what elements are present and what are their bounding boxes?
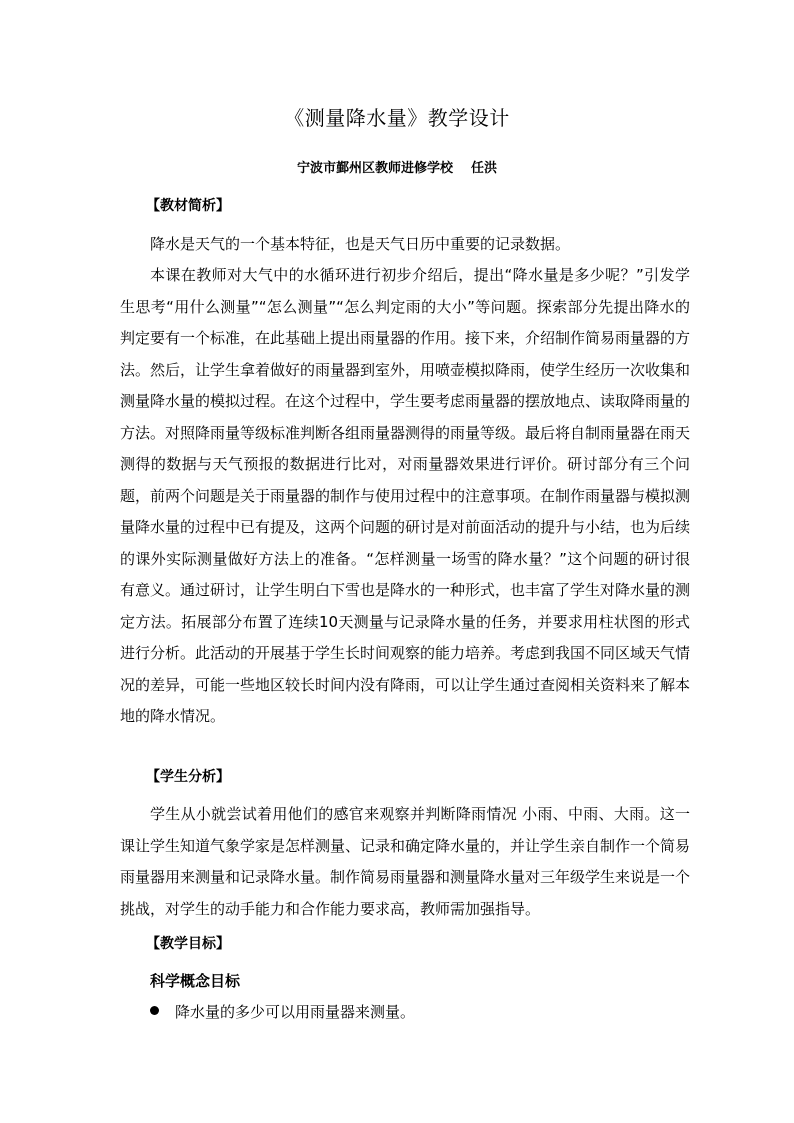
bullet-item [150,1001,415,1023]
subheading-science-concept-goals: 科学概念目标 [150,972,241,990]
document-title: 《测量降水量》教学设计 [284,106,510,130]
paragraph: 学生从小就尝试着用他们的感官来观察并判断降雨情况 小雨、中雨、大雨。这一课让学生知道气象学家是怎样测量、记录和确定降水量的，并让学生亲自制作一个简易雨量器用来测量和记录降水量。制作简易雨量器和测量降水量对三年级学生来说是一个挑战，对学生的动手能力和合作能力要求高，教师需加强指导。 [120,805,691,918]
author-line [0,159,794,179]
author-name: 任洪 [471,161,498,176]
paragraph: 降水是天气的一个基本特征，也是天气日历中重要的记录数据。 [150,235,571,253]
paragraph: 本课在教师对大气中的水循环进行初步介绍后，提出“降水量是多少呢？”引发学生思考“用什么测量”“怎么测量”“怎么判定雨的大小”等问题。探索部分先提出降水的判定要有一个标准，在此基础上提出雨量器的作用。接下来，介绍制作简易雨量器的方法。然后，让学生拿着做好的雨量器到室外，用喷壶模拟降雨，使学生经历一次收集和测量降水量的模拟过程。在这个过程中，学生要考虑雨量器的摆放地点、读取降雨量的方法。对照降雨量等级标准判断各组雨量器测得的雨量等级。最后将自制雨量器在雨天测得的数据与天气预报的数据进行比对，对雨量器效果进行评价。研讨部分有三个问题，前两个问题是关于雨量器的制作与使用过程中的注意事项。在制作雨量器与模拟测量降水量的过程中已有提及，这两个问题的研讨是对前面活动的提升与小结，也为后续的课外实际测量做好方法上的准备。“怎样测量一场雪的降水量？”这个问题的研讨很有意义。通过研讨，让学生明白下雪也是降水的一种形式，也丰富了学生对降水量的测定方法。拓展部分布置了连续10天测量与记录降水量的任务，并要求用柱状图的形式进行分析。此活动的开展基于学生长时间观察的能力培养。考虑到我国不同区域天气情况的差异，可能一些地区较长时间内没有降雨，可以让学生通过查阅相关资料来了解本地的降水情况。 [120,266,691,725]
section-heading-textbook-analysis: 【教材简析】 [146,198,230,214]
section-heading-student-analysis: 【学生分析】 [146,769,230,785]
bullet-dot-icon [150,1006,159,1015]
section-heading-teaching-goals: 【教学目标】 [146,936,230,952]
author-school: 宁波市鄞州区教师进修学校 [296,161,453,176]
bullet-text: 降水量的多少可以用雨量器来测量。 [175,1003,416,1021]
